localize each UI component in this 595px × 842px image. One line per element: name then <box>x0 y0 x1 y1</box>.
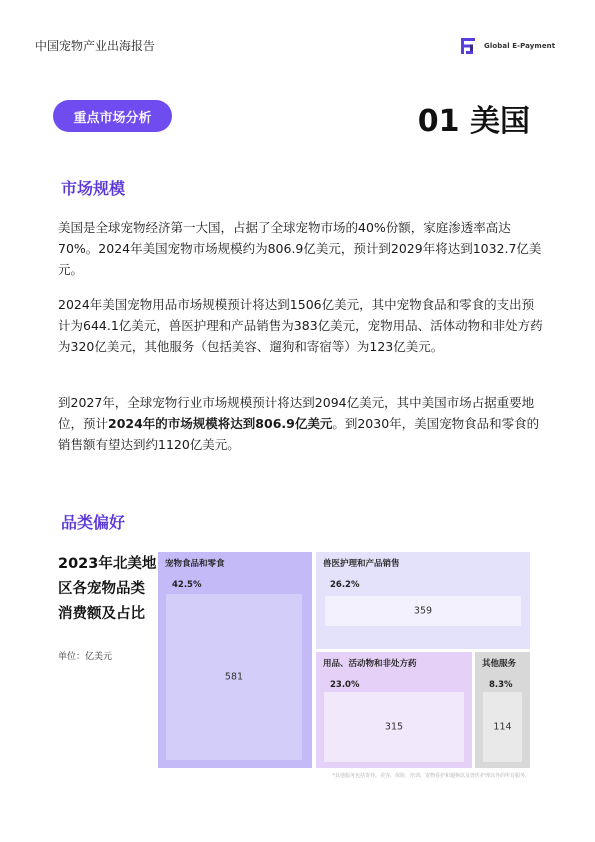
treemap-value: 114 <box>493 721 512 733</box>
treemap-share: 8.3% <box>489 680 513 690</box>
treemap-cell-food <box>158 552 312 768</box>
brand-logo <box>459 37 555 55</box>
chart-footnote: *其他服务包括寄养、美容、保险、培训、宠物看护和遛狗以及兽医护理以外的所有服务。 <box>332 773 530 779</box>
market-size-paragraph-2: 2024年美国宠物用品市场规模预计将达到1506亿美元，其中宠物食品和零食的支出预计为644.1亿美元，兽医护理和产品销售为383亿美元，宠物用品、活体动物和非处方药为320亿美元，其他服务（包括美容、遛狗和寄宿等）为123亿美元。 <box>58 297 543 354</box>
paragraph-3-highlight: 2024年的市场规模将达到806.9亿美元 <box>108 416 333 431</box>
brand-name: Global E-Payment <box>484 42 556 50</box>
market-size-paragraph-1: 美国是全球宠物经济第一大国，占据了全球宠物市场的40%份额，家庭渗透率高达70%。2024年美国宠物市场规模约为806.9亿美元，预计到2029年将达到1032.7亿美元。 <box>58 220 542 277</box>
treemap-label: 用品、活动物和非处方药 <box>323 659 417 669</box>
treemap-share: 42.5% <box>172 580 202 590</box>
chart-unit: 单位：亿美元 <box>58 652 113 662</box>
paragraph-3-post: 。到2030年，美国宠物食品和零食的销售额有望达到约1120亿美元。 <box>58 416 540 452</box>
treemap-value: 581 <box>224 671 244 683</box>
treemap-cell-vet <box>316 552 530 649</box>
country-title: 01 美国 <box>417 104 530 139</box>
treemap-share: 26.2% <box>330 580 360 590</box>
treemap-value: 359 <box>413 605 433 617</box>
treemap-label: 宠物食品和零食 <box>165 559 225 569</box>
report-title: 中国宠物产业出海报告 <box>35 39 156 53</box>
treemap-cell-services <box>475 652 530 768</box>
market-size-heading: 市场规模 <box>61 179 126 198</box>
category-heading: 品类偏好 <box>61 513 126 532</box>
paragraph-3-pre: 到2027年，全球宠物行业市场规模预计将达到2094亿美元，其中美国市场占据重要地位，预计 <box>58 395 535 431</box>
market-size-paragraph-3 <box>58 392 544 455</box>
section-label-badge: 重点市场分析 <box>53 100 172 132</box>
gep-logo-icon <box>459 37 479 55</box>
chart-title: 2023年北美地区各宠物品类消费额及占比 <box>58 556 157 622</box>
treemap-share: 23.0% <box>330 680 360 690</box>
treemap-label: 兽医护理和产品销售 <box>323 559 400 569</box>
treemap-cell-supplies <box>316 652 472 768</box>
treemap-label: 其他服务 <box>482 659 517 669</box>
treemap-value: 315 <box>384 721 404 733</box>
